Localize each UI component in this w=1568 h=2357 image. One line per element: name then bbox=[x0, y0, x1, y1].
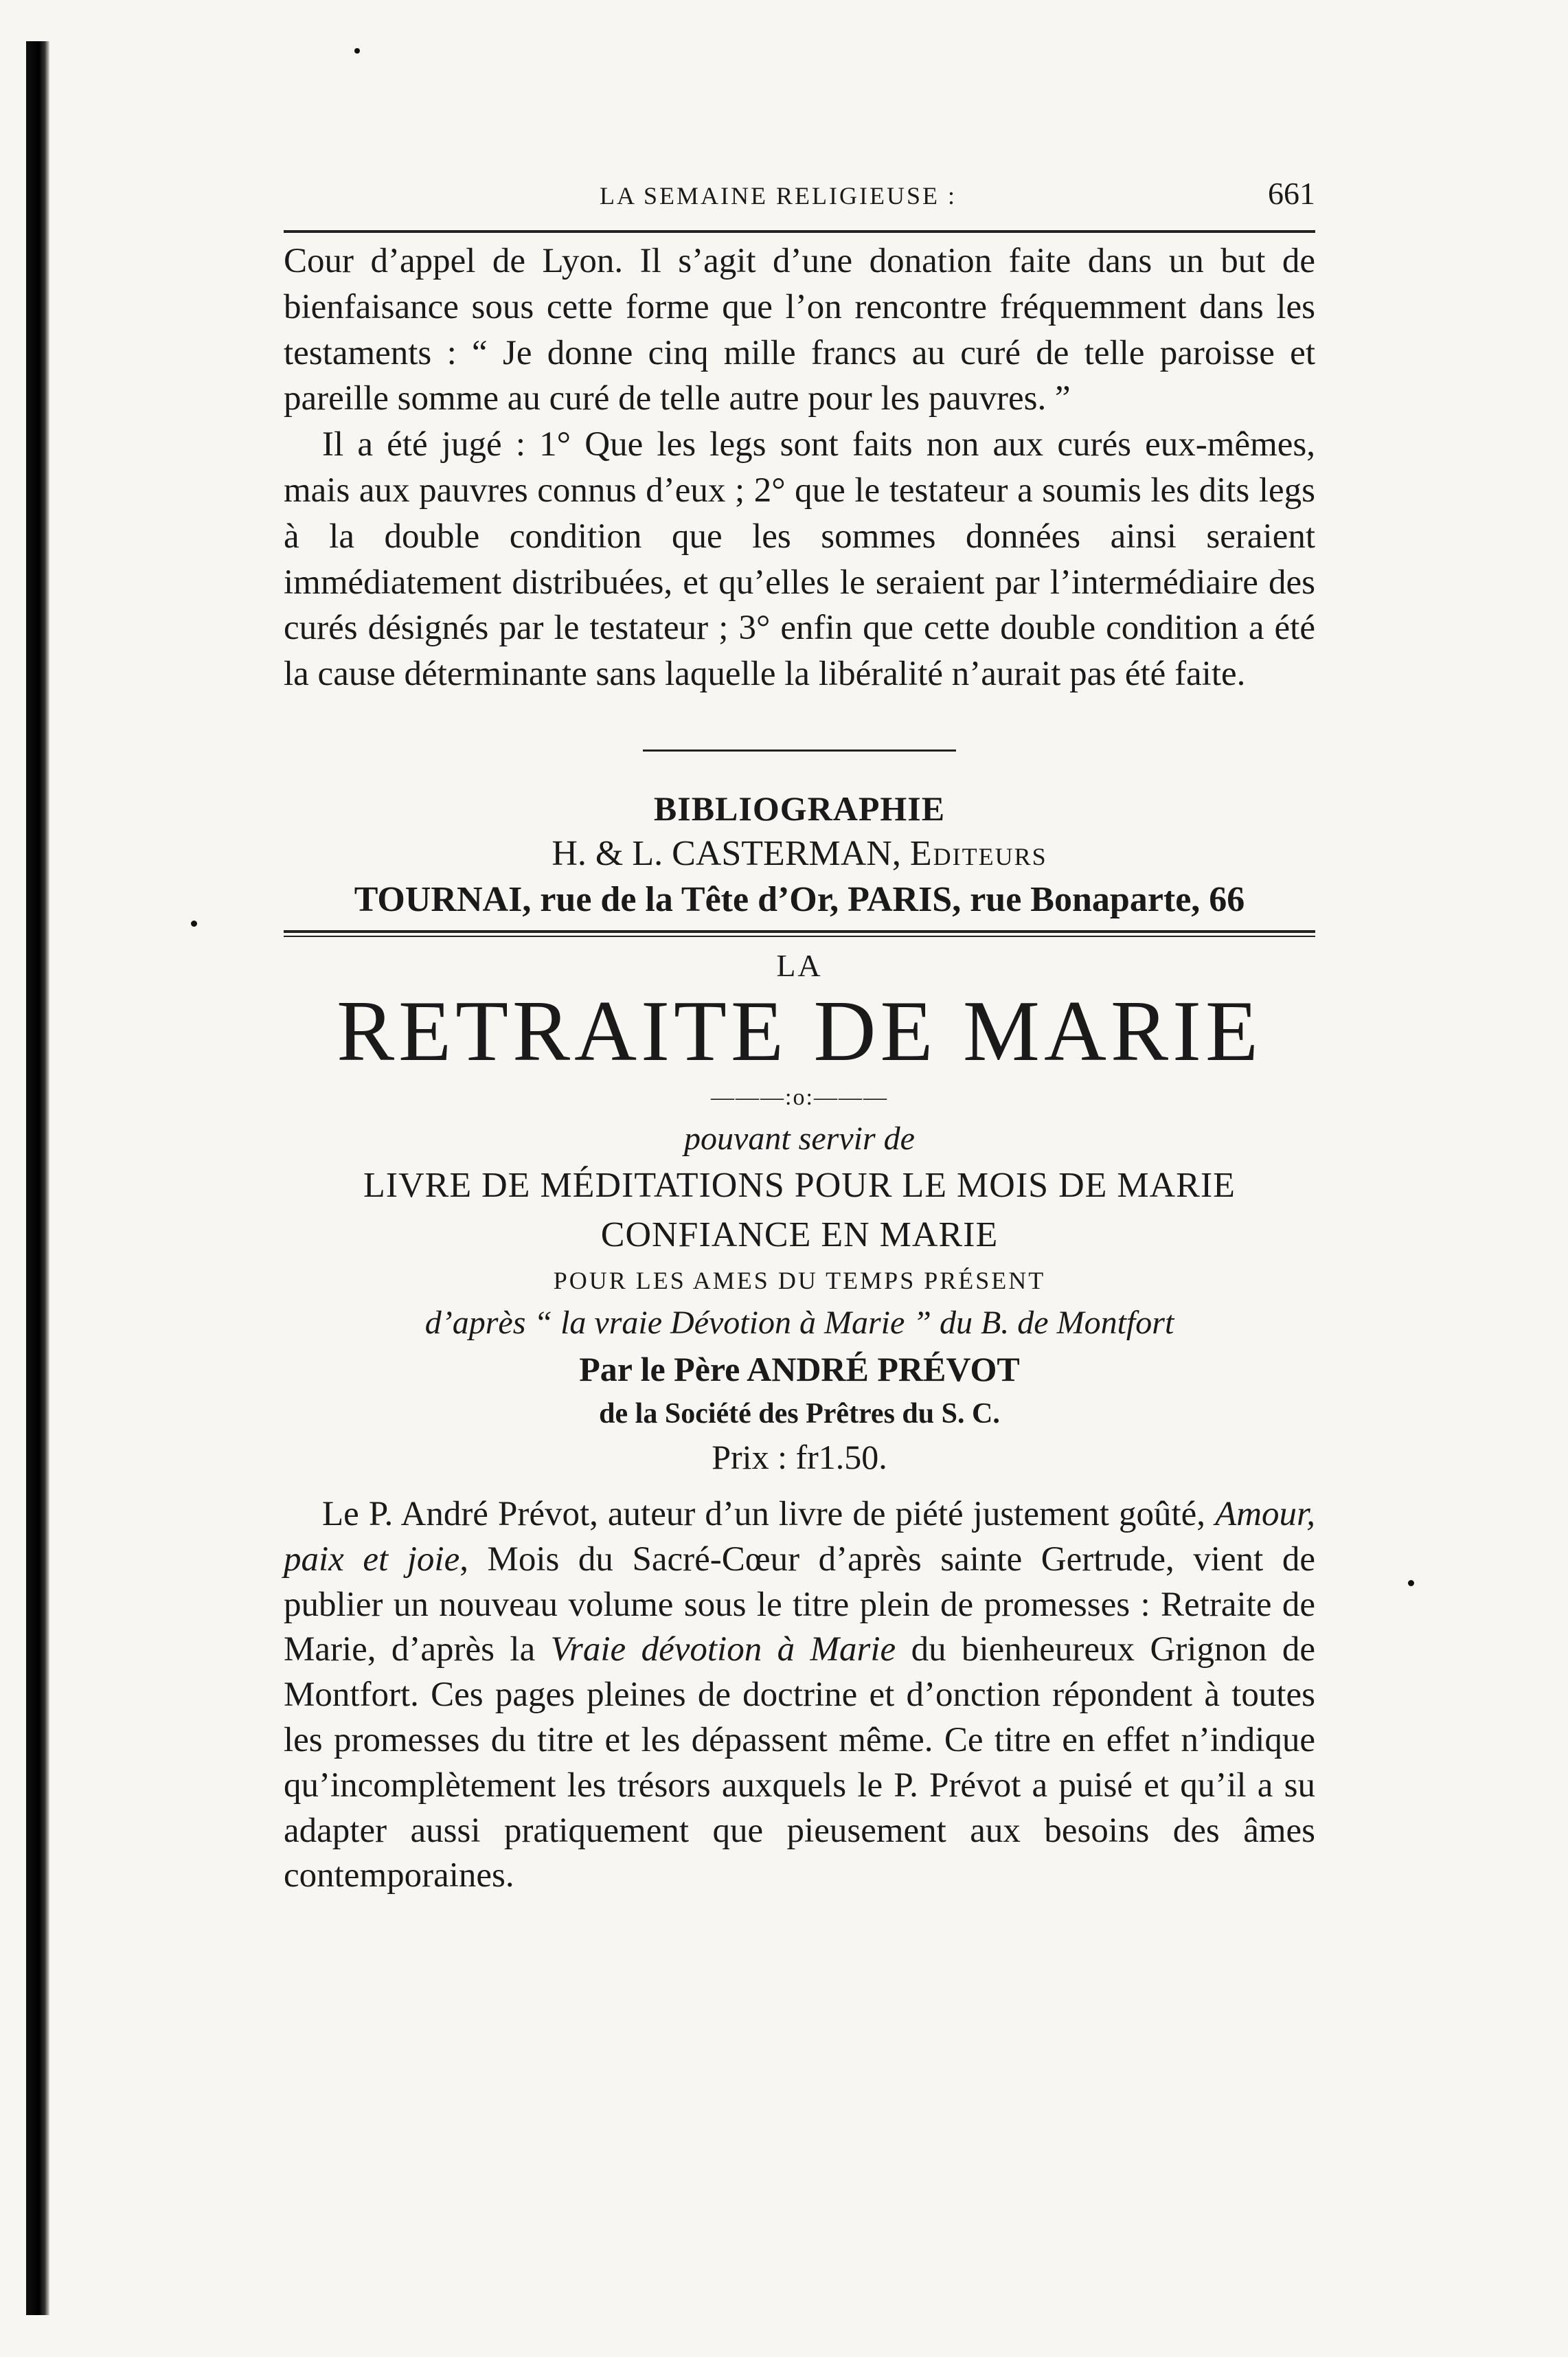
book-review bbox=[284, 1492, 1315, 1899]
publisher-line bbox=[284, 831, 1315, 877]
author-society: de la Société des Prêtres du S. C. bbox=[599, 1397, 1000, 1430]
book-title-article: LA bbox=[776, 947, 823, 983]
author-prefix: Par le Père bbox=[579, 1349, 747, 1388]
review-title-amour: Amour, paix et joie bbox=[284, 1494, 1315, 1579]
article-paragraph-1: Cour d’appel de Lyon. Il s’agit d’une donation faite dans un but de bienfaisance sous cette forme que l’on rencontre fréquemment dans les testaments : “ Je donne cinq mille francs au curé de telle paroisse et pareille somme au curé de telle autre pour les pauvres. ” bbox=[284, 242, 1315, 418]
book-subtitle-3: POUR LES AMES DU TEMPS PRÉSENT bbox=[553, 1266, 1046, 1294]
bibliography-heading: BIBLIOGRAPHIE bbox=[653, 789, 946, 828]
article-paragraph-2: Il a été jugé : 1° Que les legs sont faits non aux curés eux-mêmes, mais aux pauvres connus d’eux ; 2° que le testateur a soumis les dits legs à la double condition que les sommes données ainsi seraient immédiatement distribuées, et qu’elles le seraient par l’intermédiaire des curés désignés par le testateur ; 3° enfin que cette double condition a été la cause déterminante sans laquelle la libéralité n’aurait pas été faite. bbox=[284, 425, 1315, 694]
publisher-role: Editeurs bbox=[909, 833, 1047, 873]
page-number: 661 bbox=[1268, 176, 1315, 211]
review-text-3: du bienheureux Grignon de Montfort. Ces pages pleines de doctrine et d’onction répondent à toutes les promesses du titre et les dépassent même. Ce titre en effet n’indique qu’incomplètement les trésors auxquels le P. Prévot a puisé et qu’il a su adapter aussi pratiquement que pieusement aux besoins des âmes contemporaines. bbox=[284, 1630, 1315, 1895]
book-author bbox=[284, 1345, 1315, 1393]
author-name: ANDRÉ PRÉVOT bbox=[747, 1349, 1020, 1388]
header-rule bbox=[284, 230, 1315, 233]
review-text-1: Le P. André Prévot, auteur d’un livre de piété justement goûté, bbox=[322, 1494, 1216, 1533]
running-title: LA SEMAINE RELIGIEUSE : bbox=[600, 182, 957, 210]
review-title-devotion: Vraie dévotion à Marie bbox=[550, 1630, 896, 1669]
book-subtitle-italic: pouvant servir de bbox=[684, 1120, 915, 1157]
book-subtitle-1: LIVRE DE MÉDITATIONS POUR LE MOIS DE MARIE bbox=[363, 1165, 1236, 1205]
print-speck bbox=[191, 921, 197, 927]
advert-rule bbox=[284, 930, 1315, 937]
book-source-line bbox=[284, 1301, 1315, 1345]
running-head bbox=[284, 175, 1315, 216]
title-separator: ———:o:——— bbox=[711, 1084, 888, 1110]
section-divider bbox=[643, 749, 956, 752]
source-prefix: d’après “ bbox=[424, 1304, 561, 1341]
print-speck bbox=[1408, 1580, 1414, 1586]
book-price: Prix : fr1.50. bbox=[712, 1437, 887, 1476]
review-paragraph bbox=[284, 1492, 1315, 1899]
book-subtitle-2: CONFIANCE EN MARIE bbox=[600, 1215, 999, 1254]
book-title: RETRAITE DE MARIE bbox=[337, 983, 1262, 1079]
binding-edge-shadow bbox=[26, 41, 49, 2315]
print-speck bbox=[354, 48, 360, 54]
source-suffix: ” du B. de Montfort bbox=[905, 1304, 1174, 1341]
publisher-address: TOURNAI, rue de la Tête d’Or, PARIS, rue Bonaparte, 66 bbox=[354, 879, 1245, 919]
source-work: la vraie Dévotion à Marie bbox=[560, 1304, 905, 1341]
page-content bbox=[284, 175, 1315, 1899]
review-text-2: , Mois du Sacré-Cœur d’après sainte Gertrude, vient de publier un nouveau volume sous le titre plein de promesses : Retraite de Marie, d’après la bbox=[284, 1540, 1315, 1669]
publisher-name: H. & L. CASTERMAN, bbox=[552, 833, 901, 873]
